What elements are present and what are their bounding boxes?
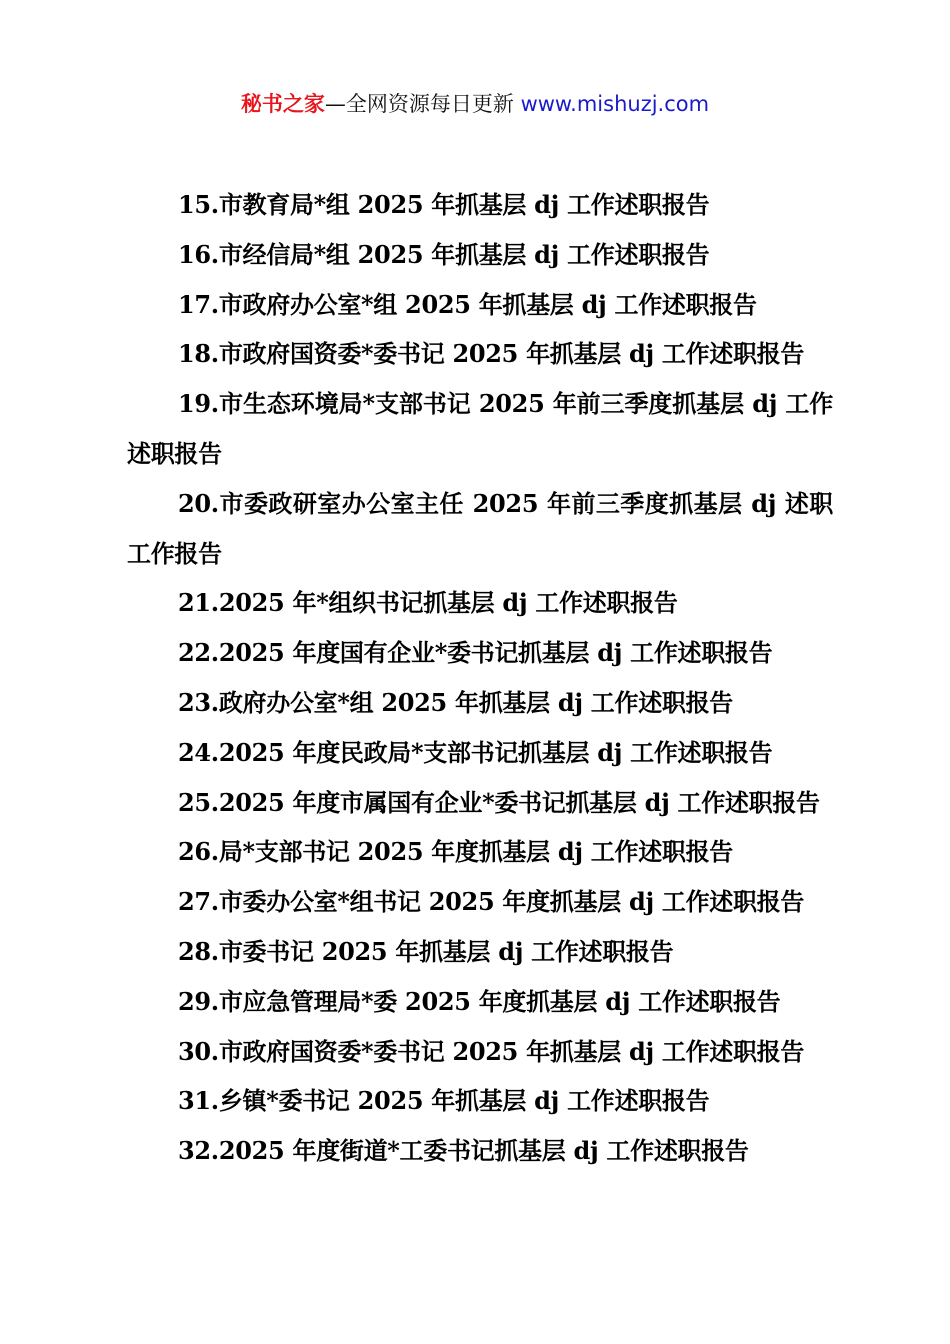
list-item: 32.2025 年度街道*工委书记抓基层 dj 工作述职报告 (178, 1136, 749, 1166)
list-item: 15.市教育局*组 2025 年抓基层 dj 工作述职报告 (178, 190, 710, 219)
brand-name: 秘书之家 (240, 92, 325, 116)
document-body (127, 180, 833, 1176)
list-item: 30.市政府国资委*委书记 2025 年抓基层 dj 工作述职报告 (178, 1036, 805, 1066)
list-item: 24.2025 年度民政局*支部书记抓基层 dj 工作述职报告 (178, 737, 773, 767)
site-url-link[interactable]: www.mishuzj.com (520, 92, 710, 116)
list-item: 31.乡镇*委书记 2025 年抓基层 dj 工作述职报告 (178, 1086, 710, 1116)
list-item: 29.市应急管理局*委 2025 年度抓基层 dj 工作述职报告 (178, 986, 781, 1016)
list-item: 27.市委办公室*组书记 2025 年度抓基层 dj 工作述职报告 (178, 887, 805, 917)
list-item: 21.2025 年*组织书记抓基层 dj 工作述职报告 (178, 588, 678, 618)
list-item: 19.市生态环境局*支部书记 2025 年前三季度抓基层 dj 工作述职报告 (127, 389, 833, 468)
list-item: 17.市政府办公室*组 2025 年抓基层 dj 工作述职报告 (178, 289, 757, 319)
list-item: 23.政府办公室*组 2025 年抓基层 dj 工作述职报告 (178, 687, 733, 717)
list-item: 22.2025 年度国有企业*委书记抓基层 dj 工作述职报告 (178, 638, 773, 668)
list-item: 25.2025 年度市属国有企业*委书记抓基层 dj 工作述职报告 (178, 787, 820, 817)
list-item: 18.市政府国资委*委书记 2025 年抓基层 dj 工作述职报告 (178, 339, 805, 369)
header-tagline: —全网资源每日更新 (324, 92, 521, 116)
list-item: 16.市经信局*组 2025 年抓基层 dj 工作述职报告 (178, 239, 710, 269)
list-item: 26.局*支部书记 2025 年度抓基层 dj 工作述职报告 (178, 837, 733, 867)
list-item: 28.市委书记 2025 年抓基层 dj 工作述职报告 (178, 936, 674, 966)
site-header (0, 88, 950, 120)
list-item: 20.市委政研室办公室主任 2025 年前三季度抓基层 dj 述职工作报告 (127, 488, 833, 568)
